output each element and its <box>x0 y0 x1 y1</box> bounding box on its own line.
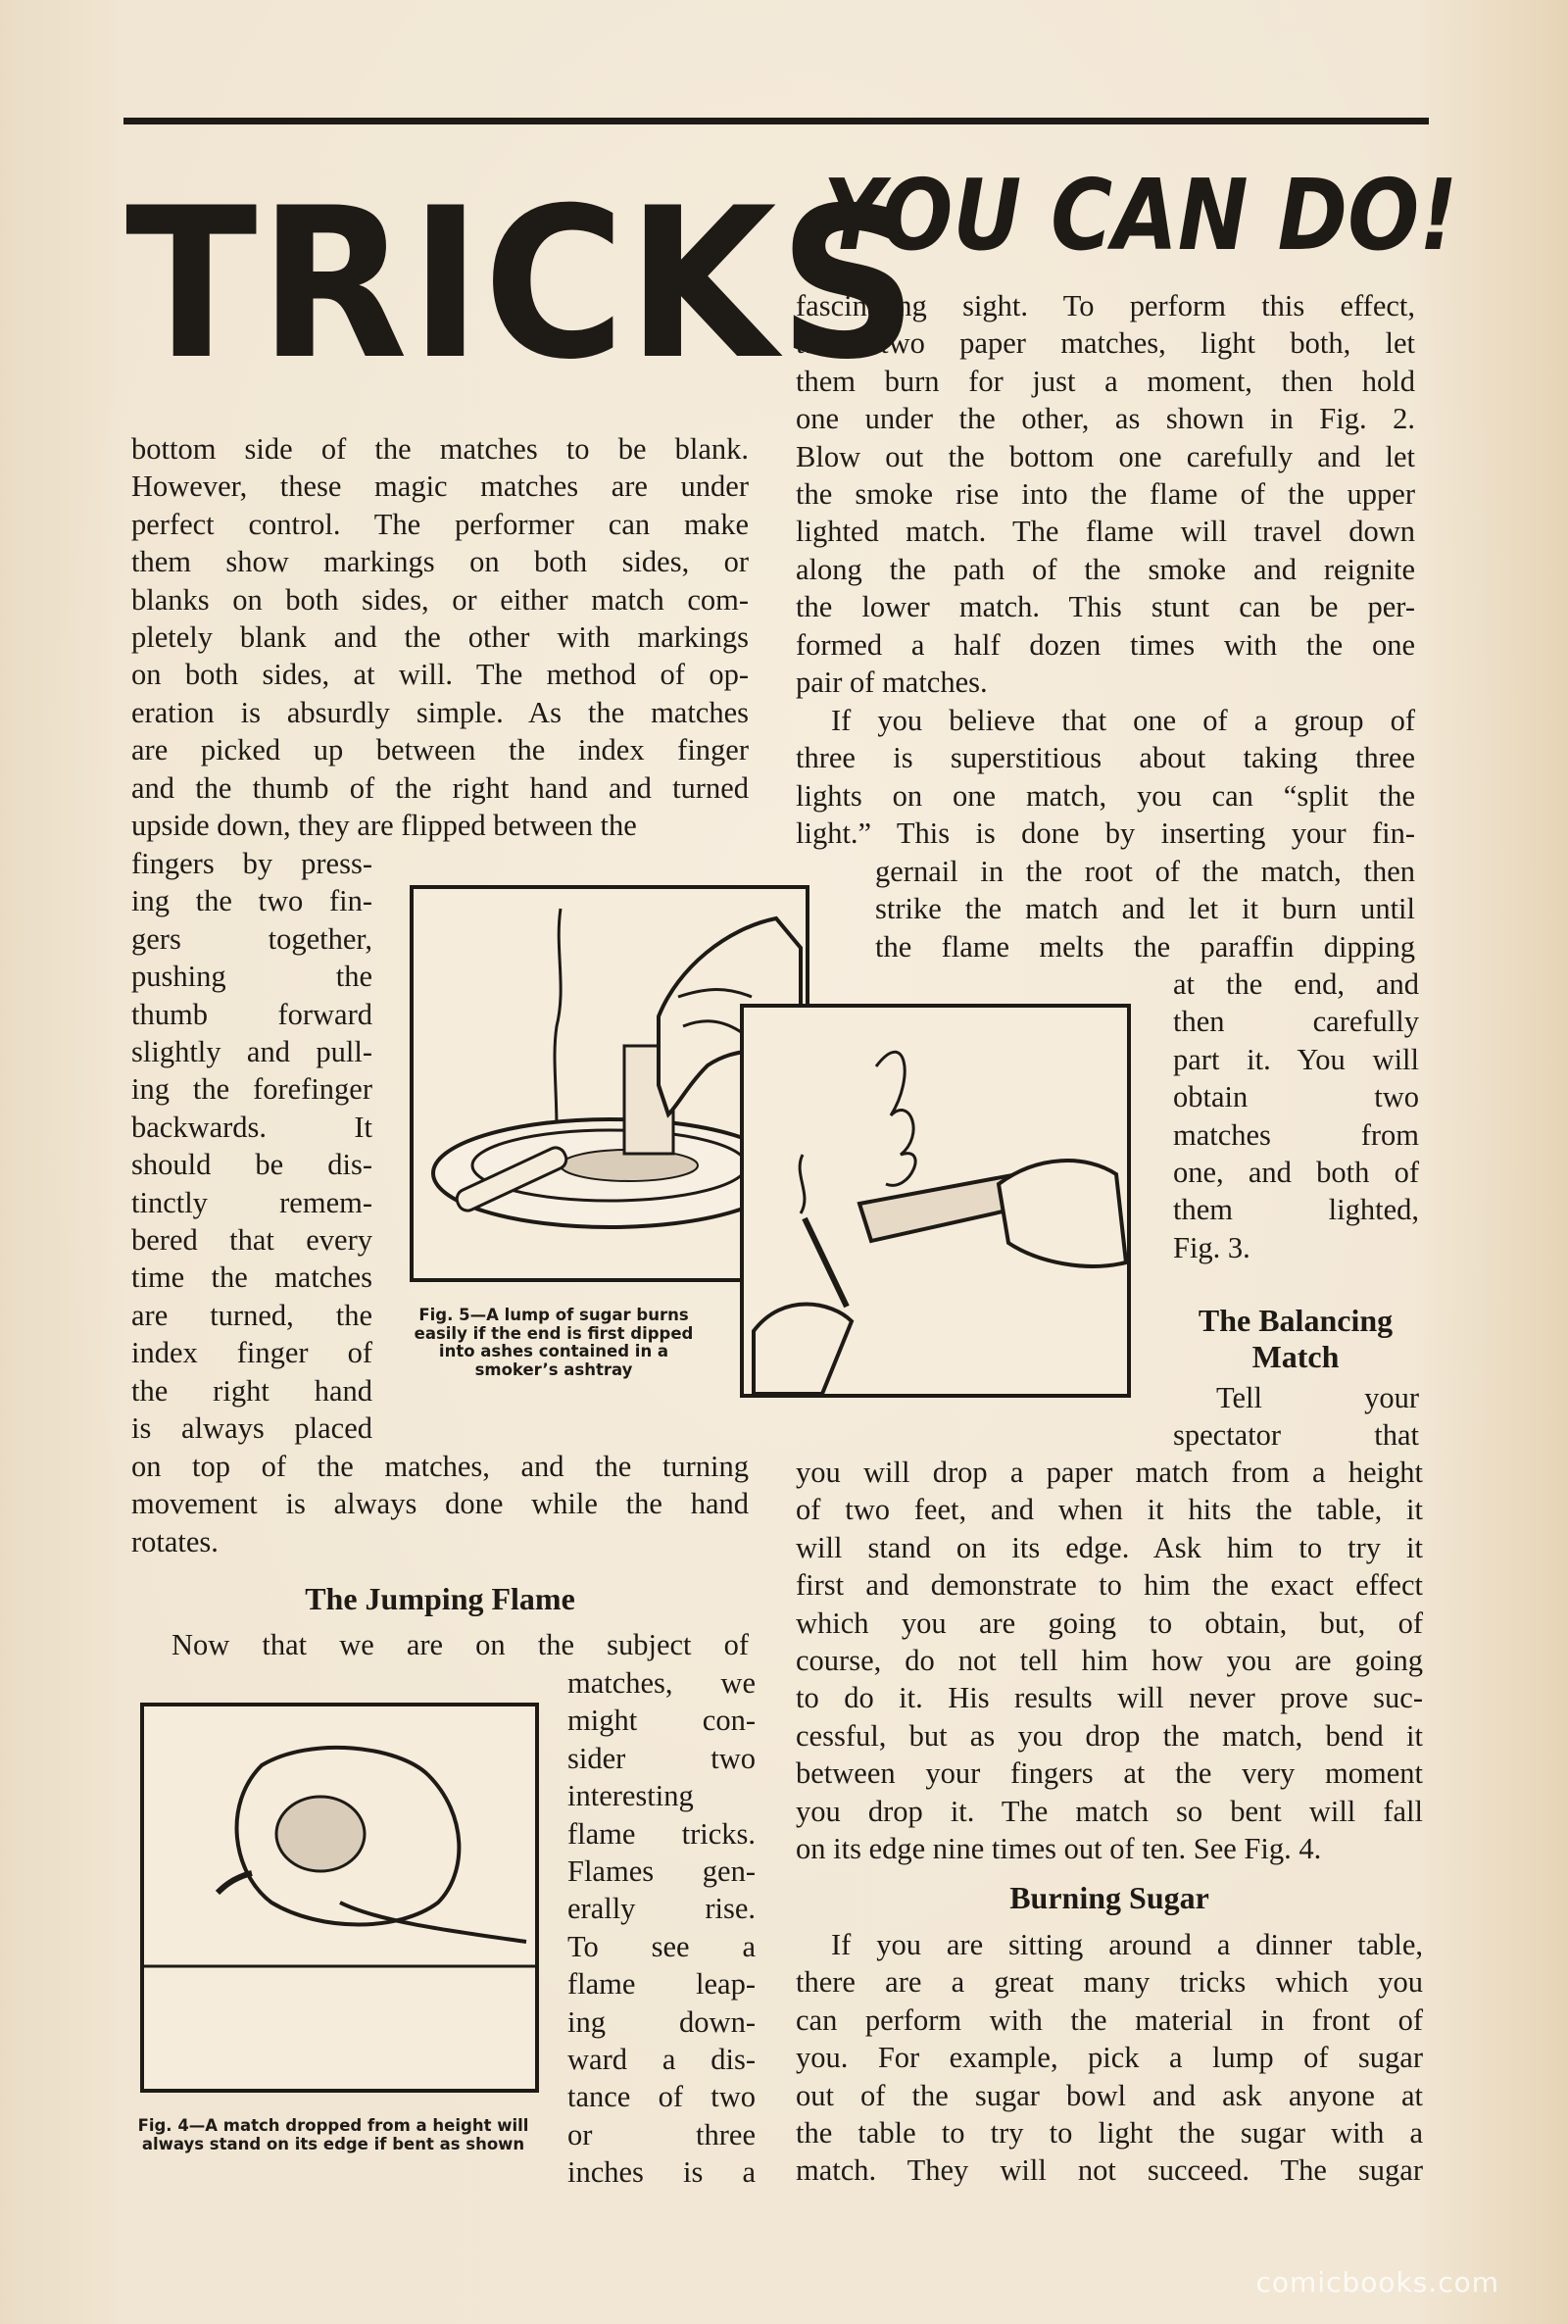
text-line: first and demonstrate to him the exact effect <box>796 1568 1423 1603</box>
text-line: ing the two fin- <box>131 884 372 918</box>
watermark: comicbooks.com <box>1255 2266 1499 2299</box>
text-line: light.” This is done by inserting your fin- <box>796 816 1415 851</box>
title-tricks: TRICKS <box>125 163 920 405</box>
text-line: which you are going to obtain, but, of <box>796 1606 1423 1640</box>
text-line: will stand on its edge. Ask him to try it <box>796 1530 1423 1564</box>
text-line: If you believe that one of a group of <box>831 704 1415 737</box>
text-line: one under the other, as shown in Fig. 2. <box>796 402 1415 436</box>
text-line: out of the sugar bowl and ask anyone at <box>796 2078 1423 2112</box>
text-line: can perform with the material in front of <box>796 2003 1423 2037</box>
text-line: However, these magic matches are under <box>131 470 749 504</box>
bent-match-illustration <box>144 1706 535 2089</box>
text-line: are turned, the <box>131 1298 372 1332</box>
figure-3 <box>740 1004 1131 1398</box>
heading-burning-sugar: Burning Sugar <box>1009 1880 1209 1915</box>
text-line: movement is always done while the hand <box>131 1487 749 1521</box>
text-line: is always placed <box>131 1411 372 1446</box>
text-line: them show markings on both sides, or <box>131 545 749 579</box>
text-line: blanks on both sides, or either match com- <box>131 582 749 617</box>
text-line: fingers by press- <box>131 847 372 880</box>
text-line: interesting <box>567 1779 694 1813</box>
jumping-flame-narrow <box>567 1664 756 2192</box>
text-line: or three <box>567 2117 756 2151</box>
text-line: match. They will not succeed. The sugar <box>796 2153 1423 2188</box>
text-line: pushing the <box>131 960 372 994</box>
right-column-split-narrow <box>1173 965 1419 1266</box>
text-line: Flames gen- <box>567 1854 756 1889</box>
text-line: one, and both of <box>1173 1156 1419 1190</box>
text-line: bered that every <box>131 1223 372 1258</box>
text-line: three is superstitious about taking three <box>796 741 1415 775</box>
text-line: time the matches <box>131 1261 372 1295</box>
text-line: lighted match. The flame will travel down <box>796 515 1415 549</box>
burning-sugar-text <box>796 1926 1423 2190</box>
text-line: the right hand <box>131 1373 372 1408</box>
text-line: slightly and pull- <box>131 1035 372 1069</box>
text-line: Fig. 3. <box>1173 1230 1250 1264</box>
text-line: might con- <box>567 1704 756 1738</box>
text-line: formed a half dozen times with the one <box>796 627 1415 662</box>
text-line: you drop it. The match so bent will fall <box>796 1794 1423 1828</box>
text-line: rotates. <box>131 1524 219 1558</box>
text-line: obtain two <box>1173 1080 1419 1114</box>
balancing-narrow <box>1173 1379 1419 1455</box>
right-column-top <box>796 287 1415 701</box>
left-column-narrow <box>131 845 372 1448</box>
text-line: course, do not tell him how you are going <box>796 1644 1423 1678</box>
balancing-text <box>796 1454 1423 1867</box>
text-line: the lower match. This stunt can be per- <box>796 590 1415 624</box>
text-line: upside down, they are flipped between the <box>131 809 637 843</box>
text-line: tance of two <box>567 2080 756 2114</box>
text-line: eration is absurdly simple. As the matches <box>131 695 749 729</box>
text-line: To see a <box>567 1929 756 1963</box>
text-line: on its edge nine times out of ten. See Fig. 4. <box>796 1832 1322 1866</box>
text-line: ing down- <box>567 2004 756 2039</box>
jumping-flame-first-line: Now that we are on the subject of <box>172 1628 749 1661</box>
text-line: sider two <box>567 1741 756 1775</box>
text-line: pair of matches. <box>796 666 988 700</box>
right-column-split <box>796 702 1415 853</box>
text-line: matches, we <box>567 1666 756 1700</box>
text-line: you will drop a paper match from a height <box>796 1456 1423 1489</box>
text-line: lights on one match, you can “split the <box>796 778 1415 813</box>
text-line: between your fingers at the very moment <box>796 1756 1423 1791</box>
split-match-illustration <box>744 1008 1127 1394</box>
title-you-can-do: YOU CAN DO! <box>823 158 1458 272</box>
text-line: at the end, and <box>1173 967 1419 1001</box>
text-line: gernail in the root of the match, then <box>875 855 1415 888</box>
text-line: Tell your <box>1216 1381 1419 1414</box>
text-line: the smoke rise into the flame of the upper <box>796 477 1415 512</box>
heading-balancing-line1: The Balancing <box>1198 1303 1394 1338</box>
text-line: there are a great many tricks which you <box>796 1965 1423 2000</box>
text-line: strike the match and let it burn until <box>875 892 1415 926</box>
text-line: index finger of <box>131 1336 372 1370</box>
text-line: the table to try to light the sugar with a <box>796 2116 1423 2151</box>
text-line: fascinating sight. To perform this effect, <box>796 289 1415 322</box>
text-line: take two paper matches, light both, let <box>796 326 1415 361</box>
top-rule <box>123 118 1429 124</box>
text-line: are picked up between the index finger <box>131 733 749 767</box>
text-line: Blow out the bottom one carefully and let <box>796 439 1415 473</box>
text-line: them lighted, <box>1173 1193 1419 1227</box>
text-line: to do it. His results will never prove suc- <box>796 1681 1423 1715</box>
text-line: on both sides, at will. The method of op- <box>131 658 749 692</box>
text-line: inches is a <box>567 2155 756 2190</box>
text-line: tinctly remem- <box>131 1185 372 1219</box>
right-column-split-mid <box>875 853 1415 965</box>
text-line: thumb forward <box>131 997 372 1031</box>
heading-jumping-flame: The Jumping Flame <box>305 1581 575 1616</box>
text-line: and the thumb of the right hand and turned <box>131 770 749 805</box>
text-line: of two feet, and when it hits the table, it <box>796 1493 1423 1527</box>
text-line: should be dis- <box>131 1148 372 1182</box>
figure-4-caption: Fig. 4—A match dropped from a height will always stand on its edge if bent as shown <box>137 2116 529 2153</box>
text-line: cessful, but as you drop the match, bend it <box>796 1718 1423 1753</box>
text-line: perfect control. The performer can make <box>131 507 749 541</box>
text-line: gers together, <box>131 921 372 956</box>
text-line: ward a dis- <box>567 2043 756 2077</box>
text-line: part it. You will <box>1173 1042 1419 1076</box>
text-line: ing the forefinger <box>131 1072 372 1107</box>
text-line: then carefully <box>1173 1005 1419 1039</box>
left-column-top <box>131 430 749 844</box>
text-line: If you are sitting around a dinner table, <box>831 1928 1423 1961</box>
text-line: bottom side of the matches to be blank. <box>131 432 749 466</box>
text-line: them burn for just a moment, then hold <box>796 364 1415 398</box>
figure-4 <box>140 1703 539 2093</box>
text-line: on top of the matches, and the turning <box>131 1450 749 1483</box>
text-line: matches from <box>1173 1117 1419 1152</box>
left-column-bottom <box>131 1448 749 1560</box>
text-line: you. For example, pick a lump of sugar <box>796 2041 1423 2075</box>
text-line: flame leap- <box>567 1967 756 2002</box>
text-line: along the path of the smoke and reignite <box>796 552 1415 586</box>
text-line: the flame melts the paraffin dipping <box>875 929 1415 964</box>
text-line: backwards. It <box>131 1110 372 1144</box>
text-line: pletely blank and the other with markings <box>131 620 749 655</box>
text-line: spectator that <box>1173 1418 1419 1453</box>
heading-balancing-line2: Match <box>1251 1339 1340 1374</box>
text-line: erally rise. <box>567 1892 756 1926</box>
text-line: flame tricks. <box>567 1816 756 1851</box>
figure-5-caption: Fig. 5—A lump of sugar burns easily if the end is first dipped into ashes contained in a smoker’s ashtray <box>414 1306 694 1379</box>
